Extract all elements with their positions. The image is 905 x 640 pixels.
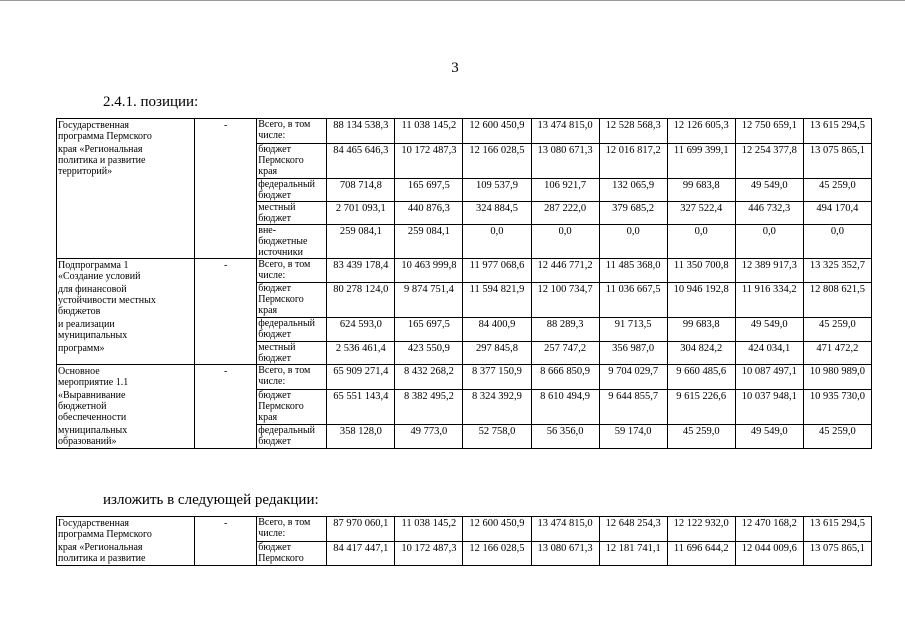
amount-cell: 87 970 060,1 (327, 517, 395, 542)
amount-cell: 259 084,1 (327, 224, 395, 258)
amount-cell: 49 549,0 (735, 318, 803, 342)
program-name-line: Основное (58, 366, 100, 377)
amount-cell: 446 732,3 (735, 201, 803, 224)
amount-cell: 52 758,0 (463, 424, 531, 449)
amount-cell: 423 550,9 (395, 342, 463, 365)
funding-source-line: источники (258, 246, 303, 258)
program-name-line: Государственная (58, 518, 130, 529)
program-name-cell (57, 178, 195, 201)
amount-cell: 11 350 700,8 (667, 258, 735, 283)
table-row (57, 517, 872, 542)
amount-cell: 49 773,0 (395, 424, 463, 449)
table-row (57, 541, 872, 566)
section-heading-positions: 2.4.1. позиции: (103, 94, 199, 110)
table-old-body (57, 119, 872, 449)
amount-cell: 12 600 450,9 (463, 119, 531, 144)
amount-cell: 2 701 093,1 (327, 201, 395, 224)
funding-source-line: федеральный (258, 318, 316, 329)
amount-cell: 2 536 461,4 (327, 342, 395, 365)
amount-cell: 8 666 850,9 (531, 365, 599, 390)
program-name-line: «Выравнивание (58, 390, 126, 401)
program-name-line: Государственная (58, 120, 130, 131)
amount-cell: 10 935 730,0 (803, 389, 871, 424)
amount-cell: 11 038 145,2 (395, 119, 463, 144)
funding-source-cell (257, 517, 327, 542)
program-name-cell (57, 258, 195, 283)
program-name-line: образований» (58, 436, 117, 447)
funding-source-line: числе: (258, 528, 286, 539)
dash-cell (195, 424, 257, 449)
table-row (57, 424, 872, 449)
amount-cell: 287 222,0 (531, 201, 599, 224)
funding-source-line: Пермского (258, 552, 304, 564)
funding-source-line: числе: (258, 269, 286, 281)
funding-source-line: бюджет (258, 541, 291, 553)
funding-source-line: числе: (258, 130, 286, 141)
amount-cell: 12 254 377,8 (735, 143, 803, 178)
funding-source-line: числе: (258, 376, 286, 387)
funding-source-cell (257, 365, 327, 390)
dash-cell (195, 283, 257, 318)
section-heading-new-edition: изложить в следующей редакции: (103, 492, 319, 508)
amount-cell: 0,0 (667, 224, 735, 258)
amount-cell: 84 465 646,3 (327, 143, 395, 178)
amount-cell: 80 278 124,0 (327, 283, 395, 318)
program-name-line: бюджетной (58, 401, 107, 412)
funding-source-line: бюджет (258, 435, 291, 447)
funding-source-line: бюджет (258, 283, 291, 294)
amount-cell: 45 259,0 (667, 424, 735, 449)
amount-cell: 11 977 068,6 (463, 258, 531, 283)
amount-cell: 424 034,1 (735, 342, 803, 365)
dash-cell (195, 342, 257, 365)
amount-cell: 0,0 (735, 224, 803, 258)
funding-source-cell (257, 342, 327, 365)
table-new-edition (56, 516, 872, 566)
amount-cell: 12 181 741,1 (599, 541, 667, 566)
amount-cell: 12 016 817,2 (599, 143, 667, 178)
table-row (57, 389, 872, 424)
program-name-line: муниципальных (58, 425, 128, 436)
dash-cell (195, 318, 257, 342)
amount-cell: 10 946 192,8 (667, 283, 735, 318)
amount-cell: 49 549,0 (735, 424, 803, 449)
amount-cell: 13 080 671,3 (531, 143, 599, 178)
amount-cell: 257 747,2 (531, 342, 599, 365)
table-old-positions (56, 118, 872, 449)
page-number: 3 (451, 60, 459, 76)
dash-cell: - (195, 258, 257, 283)
program-name-cell (57, 201, 195, 224)
funding-source-line: Всего, в том (258, 517, 311, 528)
table-row (57, 119, 872, 144)
funding-source-cell (257, 318, 327, 342)
table-row (57, 143, 872, 178)
funding-source-line: бюджетные (258, 235, 308, 247)
table-row (57, 258, 872, 283)
program-name-cell (57, 389, 195, 424)
amount-cell: 11 036 667,5 (599, 283, 667, 318)
amount-cell: 49 549,0 (735, 178, 803, 201)
amount-cell: 379 685,2 (599, 201, 667, 224)
funding-source-line: бюджет (258, 143, 291, 155)
funding-source-line: Пермского (258, 154, 304, 166)
amount-cell: 12 166 028,5 (463, 143, 531, 178)
program-name-line: «Создание условий (58, 270, 141, 282)
funding-source-line: бюджет (258, 189, 291, 201)
amount-cell: 0,0 (463, 224, 531, 258)
amount-cell: 327 522,4 (667, 201, 735, 224)
funding-source-cell (257, 178, 327, 201)
table-row (57, 178, 872, 201)
program-name-line: муниципальных (58, 329, 128, 341)
amount-cell: 99 683,8 (667, 178, 735, 201)
amount-cell: 0,0 (599, 224, 667, 258)
funding-source-line: бюджет (258, 212, 291, 224)
table-row (57, 224, 872, 258)
funding-source-line: местный (258, 342, 296, 353)
amount-cell: 12 100 734,7 (531, 283, 599, 318)
amount-cell: 13 080 671,3 (531, 541, 599, 566)
program-name-cell (57, 283, 195, 318)
program-name-line: для финансовой (58, 283, 127, 295)
amount-cell: 83 439 178,4 (327, 258, 395, 283)
amount-cell: 45 259,0 (803, 424, 871, 449)
program-name-line: программа Пермского (58, 529, 152, 540)
amount-cell: 12 122 932,0 (667, 517, 735, 542)
page-top-border (0, 0, 905, 1)
program-name-cell (57, 365, 195, 390)
amount-cell: 324 884,5 (463, 201, 531, 224)
funding-source-line: федеральный (258, 424, 316, 436)
funding-source-line: бюджет (258, 353, 291, 364)
program-name-cell (57, 342, 195, 365)
funding-source-line: края (258, 305, 278, 316)
amount-cell: 13 615 294,5 (803, 119, 871, 144)
amount-cell: 624 593,0 (327, 318, 395, 342)
amount-cell: 297 845,8 (463, 342, 531, 365)
dash-cell (195, 143, 257, 178)
amount-cell: 84 400,9 (463, 318, 531, 342)
program-name-line: края «Региональная (58, 542, 143, 553)
funding-source-line: местный (258, 201, 296, 213)
amount-cell: 12 808 621,5 (803, 283, 871, 318)
amount-cell: 165 697,5 (395, 178, 463, 201)
funding-source-line: края (258, 411, 278, 423)
amount-cell: 11 916 334,2 (735, 283, 803, 318)
funding-source-cell (257, 143, 327, 178)
funding-source-cell (257, 424, 327, 449)
funding-source-cell (257, 201, 327, 224)
program-name-line: края «Региональная (58, 144, 143, 155)
amount-cell: 91 713,5 (599, 318, 667, 342)
amount-cell: 494 170,4 (803, 201, 871, 224)
program-name-line: политика и развитие (58, 553, 146, 564)
amount-cell: 109 537,9 (463, 178, 531, 201)
amount-cell: 0,0 (803, 224, 871, 258)
amount-cell: 10 087 497,1 (735, 365, 803, 390)
table-row (57, 342, 872, 365)
program-name-line: Подпрограмма 1 (58, 259, 129, 271)
amount-cell: 304 824,2 (667, 342, 735, 365)
amount-cell: 259 084,1 (395, 224, 463, 258)
dash-cell (195, 224, 257, 258)
amount-cell: 358 128,0 (327, 424, 395, 449)
amount-cell: 440 876,3 (395, 201, 463, 224)
amount-cell: 12 648 254,3 (599, 517, 667, 542)
dash-cell: - (195, 365, 257, 390)
amount-cell: 165 697,5 (395, 318, 463, 342)
amount-cell: 10 172 487,3 (395, 143, 463, 178)
amount-cell: 10 037 948,1 (735, 389, 803, 424)
amount-cell: 56 356,0 (531, 424, 599, 449)
amount-cell: 8 324 392,9 (463, 389, 531, 424)
amount-cell: 11 594 821,9 (463, 283, 531, 318)
amount-cell: 8 610 494,9 (531, 389, 599, 424)
funding-source-cell (257, 283, 327, 318)
program-name-line: программ» (58, 342, 105, 354)
amount-cell: 88 134 538,3 (327, 119, 395, 144)
funding-source-line: федеральный (258, 178, 316, 190)
amount-cell: 88 289,3 (531, 318, 599, 342)
program-name-cell (57, 318, 195, 342)
amount-cell: 8 382 495,2 (395, 389, 463, 424)
amount-cell: 12 600 450,9 (463, 517, 531, 542)
program-name-line: мероприятие 1.1 (58, 377, 129, 388)
program-name-line: обеспеченности (58, 412, 127, 423)
funding-source-cell (257, 389, 327, 424)
table-row (57, 365, 872, 390)
program-name-cell (57, 143, 195, 178)
amount-cell: 84 417 447,1 (327, 541, 395, 566)
program-name-line: политика и развитие (58, 155, 146, 166)
funding-source-line: вне- (258, 224, 277, 236)
amount-cell: 13 075 865,1 (803, 541, 871, 566)
program-name-line: программа Пермского (58, 131, 152, 142)
funding-source-line: бюджет (258, 329, 291, 340)
funding-source-line: Всего, в том (258, 365, 311, 376)
amount-cell: 356 987,0 (599, 342, 667, 365)
amount-cell: 12 389 917,3 (735, 258, 803, 283)
funding-source-line: края (258, 165, 278, 177)
funding-source-line: Пермского (258, 400, 304, 412)
amount-cell: 0,0 (531, 224, 599, 258)
amount-cell: 12 470 168,2 (735, 517, 803, 542)
amount-cell: 8 377 150,9 (463, 365, 531, 390)
amount-cell: 13 474 815,0 (531, 119, 599, 144)
amount-cell: 45 259,0 (803, 178, 871, 201)
amount-cell: 106 921,7 (531, 178, 599, 201)
amount-cell: 12 750 659,1 (735, 119, 803, 144)
amount-cell: 65 909 271,4 (327, 365, 395, 390)
funding-source-cell (257, 541, 327, 566)
amount-cell: 471 472,2 (803, 342, 871, 365)
table-row (57, 201, 872, 224)
program-name-line: устойчивости местных (58, 294, 156, 306)
amount-cell: 11 699 399,1 (667, 143, 735, 178)
amount-cell: 9 874 751,4 (395, 283, 463, 318)
amount-cell: 708 714,8 (327, 178, 395, 201)
amount-cell: 11 485 368,0 (599, 258, 667, 283)
table-new-body (57, 517, 872, 566)
funding-source-line: Всего, в том (258, 258, 311, 270)
dash-cell: - (195, 119, 257, 144)
funding-source-cell (257, 119, 327, 144)
funding-source-line: бюджет (258, 389, 291, 401)
dash-cell (195, 389, 257, 424)
amount-cell: 10 172 487,3 (395, 541, 463, 566)
amount-cell: 9 660 485,6 (667, 365, 735, 390)
funding-source-cell (257, 224, 327, 258)
program-name-cell (57, 517, 195, 542)
table-row (57, 283, 872, 318)
program-name-line: бюджетов (58, 305, 101, 317)
amount-cell: 99 683,8 (667, 318, 735, 342)
dash-cell: - (195, 517, 257, 542)
amount-cell: 13 325 352,7 (803, 258, 871, 283)
amount-cell: 12 126 605,3 (667, 119, 735, 144)
program-name-cell (57, 119, 195, 144)
amount-cell: 13 075 865,1 (803, 143, 871, 178)
funding-source-line: Всего, в том (258, 119, 311, 130)
program-name-cell (57, 224, 195, 258)
amount-cell: 132 065,9 (599, 178, 667, 201)
amount-cell: 12 446 771,2 (531, 258, 599, 283)
funding-source-line: Пермского (258, 294, 304, 305)
dash-cell (195, 178, 257, 201)
program-name-line: территорий» (58, 166, 113, 177)
table-row (57, 318, 872, 342)
dash-cell (195, 541, 257, 566)
amount-cell: 11 696 644,2 (667, 541, 735, 566)
amount-cell: 9 704 029,7 (599, 365, 667, 390)
program-name-line: и реализации (58, 318, 115, 330)
amount-cell: 9 615 226,6 (667, 389, 735, 424)
funding-source-cell (257, 258, 327, 283)
amount-cell: 59 174,0 (599, 424, 667, 449)
amount-cell: 10 463 999,8 (395, 258, 463, 283)
program-name-cell (57, 541, 195, 566)
amount-cell: 8 432 268,2 (395, 365, 463, 390)
amount-cell: 12 166 028,5 (463, 541, 531, 566)
dash-cell (195, 201, 257, 224)
amount-cell: 65 551 143,4 (327, 389, 395, 424)
amount-cell: 9 644 855,7 (599, 389, 667, 424)
amount-cell: 11 038 145,2 (395, 517, 463, 542)
program-name-cell (57, 424, 195, 449)
amount-cell: 13 474 815,0 (531, 517, 599, 542)
amount-cell: 45 259,0 (803, 318, 871, 342)
amount-cell: 10 980 989,0 (803, 365, 871, 390)
amount-cell: 12 528 568,3 (599, 119, 667, 144)
amount-cell: 13 615 294,5 (803, 517, 871, 542)
amount-cell: 12 044 009,6 (735, 541, 803, 566)
